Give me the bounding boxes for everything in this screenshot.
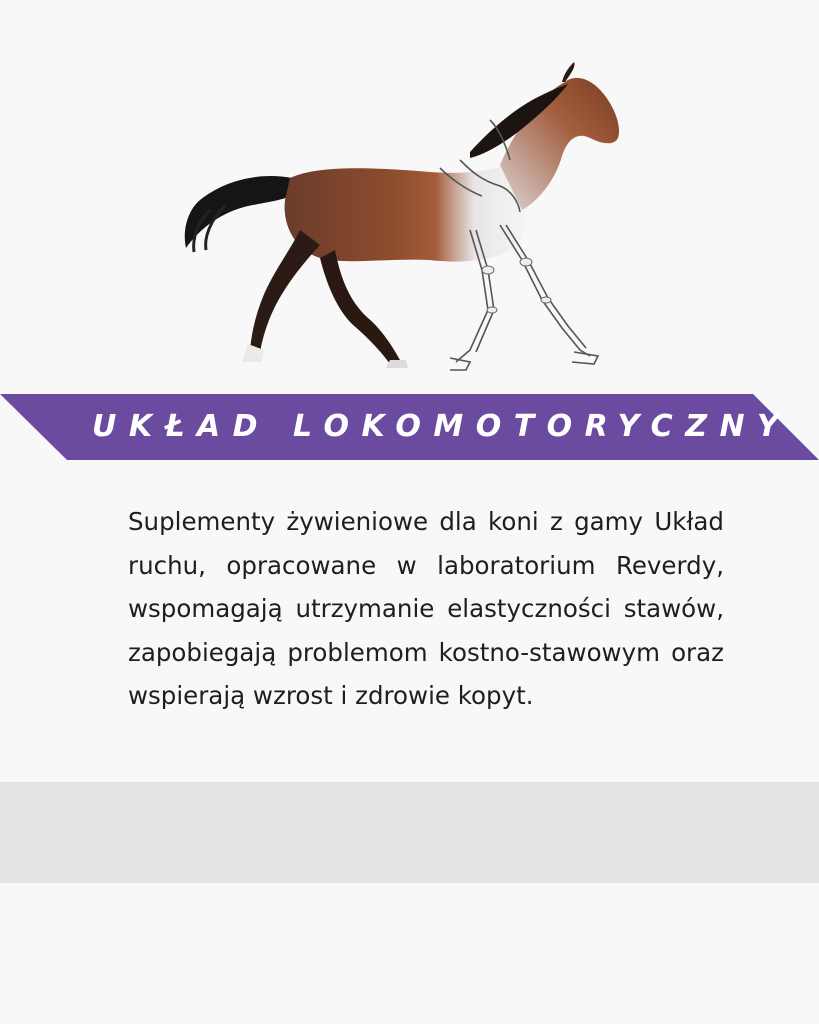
section-description: Suplementy żywieniowe dla koni z gamy Układ ruchu, opracowane w laboratorium Reverdy, wspomagają utrzymanie elastyczności stawów, zapobiegają problemom kostno-stawowym oraz wspierają wzrost i zdrowie kopyt.	[128, 507, 724, 710]
horse-skeleton-illustration	[170, 60, 640, 380]
section-banner	[0, 394, 819, 460]
footer-band	[0, 782, 819, 883]
section-title: UKŁAD LOKOMOTORYCZNY	[92, 409, 792, 444]
